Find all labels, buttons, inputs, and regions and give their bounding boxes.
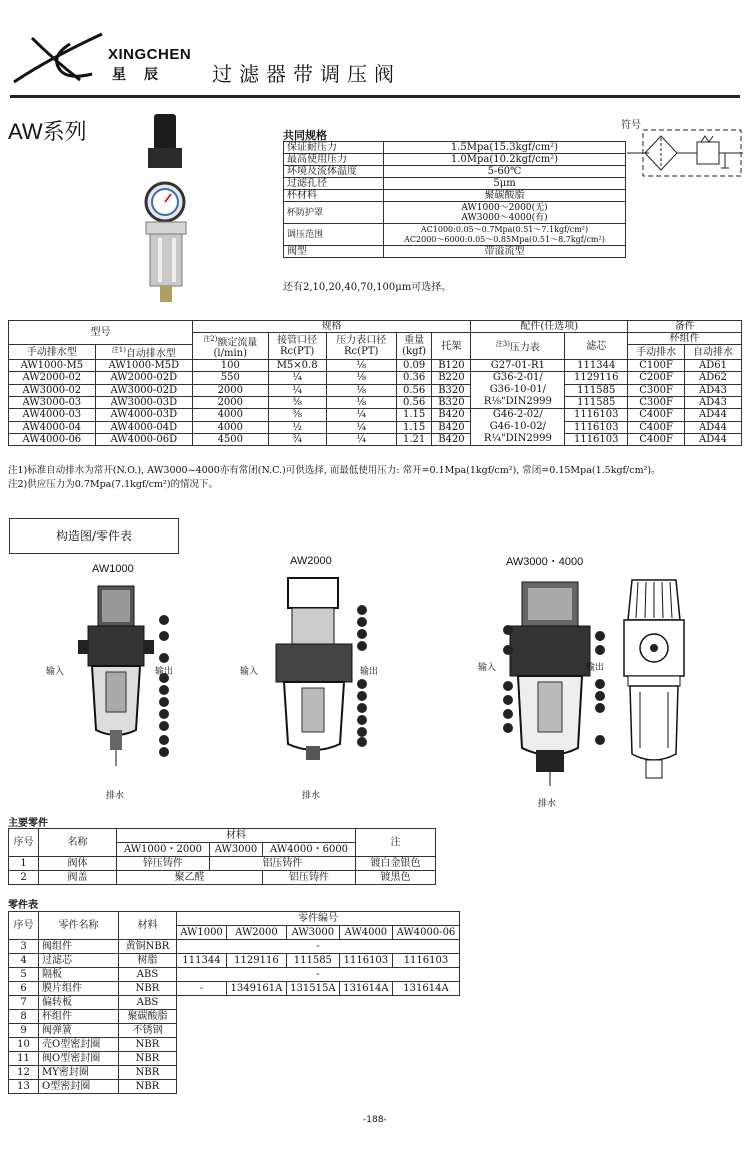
cell: 隔板 (39, 968, 119, 982)
brand-name: XINGCHEN (108, 46, 192, 63)
cell: B420 (432, 421, 471, 433)
cell: 1116103 (565, 409, 628, 421)
diagram-aw3000-4000 (500, 578, 610, 788)
cell: ¼ (326, 433, 396, 445)
cell: B420 (432, 433, 471, 445)
cell: AD62 (685, 372, 742, 384)
cell: 杯组件 (39, 1010, 119, 1024)
col-header: 托架 (432, 333, 471, 360)
cell: 12 (9, 1066, 39, 1080)
cell: 树脂 (119, 954, 177, 968)
parts-list-table (8, 911, 460, 1094)
cell: AW4000-03 (9, 409, 96, 421)
cell: 聚乙醛 (117, 871, 263, 885)
cell: 111585 (286, 954, 339, 968)
spec-key: 杯材料 (284, 190, 384, 202)
cell: AW3000-02D (95, 384, 192, 396)
page-number: -188- (363, 1115, 387, 1125)
table-row (9, 954, 460, 968)
spec-key: 阀型 (284, 246, 384, 258)
cell: 7 (9, 996, 39, 1010)
col-header: 接管口径 Rc(PT) (268, 333, 326, 360)
spec-row (284, 142, 626, 154)
cell: AD44 (685, 409, 742, 421)
cell: AW4000-06 (9, 433, 96, 445)
input-label: 输入 (46, 667, 65, 677)
cell: 1116103 (565, 421, 628, 433)
external-view-drawing (618, 576, 690, 782)
spec-key: 环境及流体温度 (284, 166, 384, 178)
table-row (9, 409, 742, 421)
cell: 111344 (565, 360, 628, 372)
header-rule (10, 95, 740, 98)
col-header: 压力表口径 Rc(PT) (326, 333, 396, 360)
cell: AW2000-02 (9, 372, 96, 384)
col-header: 自动排水 (685, 345, 742, 360)
col-header: AW1000 (177, 926, 227, 940)
cell: C300F (628, 396, 685, 408)
cell: 2 (9, 871, 39, 885)
cell: 阀O型密封圈 (39, 1052, 119, 1066)
spec-key: 调压范围 (284, 224, 384, 246)
col-header: 零件编号 (177, 912, 460, 926)
cell: 3 (9, 940, 39, 954)
cell: 2000 (192, 384, 268, 396)
diagram-label-aw2000: AW2000 (290, 555, 332, 567)
spec-value: AW1000～2000(无) AW3000～4000(有) (384, 202, 626, 224)
col-header: $^{注3)}$压力表 (471, 333, 565, 360)
spec-key: 杯防护罩 (284, 202, 384, 224)
spec-note: 还有2,10,20,40,70,100μm可选择。 (283, 282, 452, 293)
cell: 镀黑色 (356, 871, 436, 885)
page-title: 过滤器带调压阀 (212, 62, 401, 86)
cell: 10 (9, 1038, 39, 1052)
cell: 13 (9, 1080, 39, 1094)
cell: AD44 (685, 421, 742, 433)
spec-value: 5-60℃ (384, 166, 626, 178)
col-header: 序号 (9, 912, 39, 940)
spec-row (284, 166, 626, 178)
spec-value: 聚碳酸脂 (384, 190, 626, 202)
table-row (9, 396, 742, 408)
cell: 4000 (192, 421, 268, 433)
spec-row (284, 154, 626, 166)
input-label: 输入 (478, 663, 497, 673)
cell: 111344 (177, 954, 227, 968)
main-parts-title: 主要零件 (8, 818, 48, 829)
brand-logo (10, 30, 106, 86)
cell: AW3000-02 (9, 384, 96, 396)
cell: ⅛ (326, 372, 396, 384)
spec-row (284, 202, 626, 224)
cell: 0.56 (396, 384, 432, 396)
spec-value: 5μm (384, 178, 626, 190)
cell: NBR (119, 982, 177, 996)
cell: 1129116 (227, 954, 287, 968)
cell: G46-2-02/ G46-10-02/ R¼"DIN2999 (471, 409, 565, 446)
diagram-label-aw1000: AW1000 (92, 563, 134, 575)
cell: AW3000-03 (9, 396, 96, 408)
diagram-aw2000 (270, 574, 370, 770)
output-label: 输出 (586, 663, 605, 673)
col-header: $^{注2)}$额定流量 (l/min) (192, 333, 268, 360)
cell: C400F (628, 433, 685, 445)
cell: 锌压铸件 (117, 857, 210, 871)
col-header: 备件 (628, 321, 742, 333)
cell: 550 (192, 372, 268, 384)
spec-value: 1.5Mpa(15.3kgf/cm²) (384, 142, 626, 154)
cell: 6 (9, 982, 39, 996)
cell: 111585 (565, 384, 628, 396)
note-line: 注2)供应压力为0.7Mpa(7.1kgf/cm²)的情况下。 (8, 479, 219, 490)
pneumatic-symbol (625, 128, 745, 178)
cell: C400F (628, 421, 685, 433)
cell: 131515A (286, 982, 339, 996)
cell: 9 (9, 1024, 39, 1038)
spec-value: AC1000:0.05～0.7Mpa(0.51～7.1kgf/cm²) AC2000～6000:0.05～0.85Mpa(0.51～8.7kgf/cm²) (384, 224, 626, 246)
cell: 0.56 (396, 396, 432, 408)
spec-row (284, 246, 626, 258)
col-header: 手动排水 (628, 345, 685, 360)
series-title: AW系列 (8, 119, 87, 144)
cell: 阀盖 (39, 871, 117, 885)
table-row (9, 372, 742, 384)
cell: 0.09 (396, 360, 432, 372)
col-header: 注 (356, 829, 436, 857)
cell: AD61 (685, 360, 742, 372)
col-header: 配件(任选项) (471, 321, 628, 333)
table-row (9, 857, 436, 871)
cell: B420 (432, 409, 471, 421)
cell: 聚碳酸脂 (119, 1010, 177, 1024)
cell: 131614A (392, 982, 459, 996)
col-header: AW4000 (339, 926, 392, 940)
cell: C300F (628, 384, 685, 396)
cell: 阀组件 (39, 940, 119, 954)
col-header: AW1000・2000 (117, 843, 210, 857)
table-row (9, 982, 460, 996)
cell: 111585 (565, 396, 628, 408)
table-row (9, 940, 460, 954)
col-header: 材料 (117, 829, 356, 843)
cell: AW4000-04D (95, 421, 192, 433)
cell: C400F (628, 409, 685, 421)
drain-label: 排水 (538, 799, 557, 809)
cell: 100 (192, 360, 268, 372)
cell: 1116103 (565, 433, 628, 445)
cell: 1.21 (396, 433, 432, 445)
cell: 不锈钢 (119, 1024, 177, 1038)
col-header: 型号 (9, 321, 193, 345)
cell: 2000 (192, 396, 268, 408)
parts-list-title: 零件表 (8, 900, 38, 911)
output-label: 输出 (155, 667, 174, 677)
spec-value: 带溢流型 (384, 246, 626, 258)
cell: ⅛ (326, 384, 396, 396)
cell: ⅜ (268, 409, 326, 421)
cell: 11 (9, 1052, 39, 1066)
drain-label: 排水 (302, 791, 321, 801)
brand-name-cn: 星辰 (112, 67, 176, 83)
col-header: 材料 (119, 912, 177, 940)
model-notes (8, 464, 661, 492)
cell: M5×0.8 (268, 360, 326, 372)
col-header: 名称 (39, 829, 117, 857)
product-photo (138, 112, 194, 306)
cell: O型密封圈 (39, 1080, 119, 1094)
col-header: 零件名称 (39, 912, 119, 940)
cell: MY密封圈 (39, 1066, 119, 1080)
note-line: 注1)标准自动排水为常开(N.O.), AW3000~4000亦有常闭(N.C.)可供选择, 而最低使用压力: 常开=0.1Mpa(1kgf/cm²), 常闭=0.15Mpa(1.5kgf/cm²)。 (8, 465, 661, 476)
cell: 偏转板 (39, 996, 119, 1010)
spec-key: 保证耐压力 (284, 142, 384, 154)
common-spec-table (283, 141, 626, 258)
cell: ½ (268, 421, 326, 433)
cell: B320 (432, 384, 471, 396)
cell: 阀体 (39, 857, 117, 871)
cell: ABS (119, 996, 177, 1010)
cell: 4500 (192, 433, 268, 445)
cell: AD44 (685, 433, 742, 445)
spec-row (284, 190, 626, 202)
cell: 1349161A (227, 982, 287, 996)
table-row (9, 996, 460, 1010)
cell: AW4000-03D (95, 409, 192, 421)
col-header: 滤芯 (565, 333, 628, 360)
cell: 1.15 (396, 421, 432, 433)
spec-row (284, 178, 626, 190)
col-header: AW3000 (286, 926, 339, 940)
cell: NBR (119, 1052, 177, 1066)
cell: 5 (9, 968, 39, 982)
cell: - (177, 968, 460, 982)
cell: 4000 (192, 409, 268, 421)
model-table (8, 320, 742, 446)
col-header: $^{注1)}$自动排水型 (95, 345, 192, 360)
cell: 1116103 (392, 954, 459, 968)
cell: C200F (628, 372, 685, 384)
cell: AW1000-M5D (95, 360, 192, 372)
col-header: 序号 (9, 829, 39, 857)
cell: - (177, 982, 227, 996)
cell: ¾ (268, 433, 326, 445)
col-header: 规格 (192, 321, 470, 333)
cell: B220 (432, 372, 471, 384)
cell: 膜片组件 (39, 982, 119, 996)
output-label: 输出 (360, 667, 379, 677)
cell: 1129116 (565, 372, 628, 384)
diagram-label-aw3000: AW3000・4000 (506, 556, 584, 568)
cell: 阀弹簧 (39, 1024, 119, 1038)
cell: ⅛ (326, 396, 396, 408)
cell: AD43 (685, 396, 742, 408)
cell: 过滤芯 (39, 954, 119, 968)
cell: ⅜ (268, 396, 326, 408)
cell: 8 (9, 1010, 39, 1024)
cell: G36-2-01/ G36-10-01/ R⅛"DIN2999 (471, 372, 565, 409)
spec-heading: 共同规格 (283, 129, 327, 142)
cell: 1116103 (339, 954, 392, 968)
table-row (9, 421, 742, 433)
cell: NBR (119, 1080, 177, 1094)
cell: - (177, 940, 460, 954)
cell: NBR (119, 1066, 177, 1080)
cell: 4 (9, 954, 39, 968)
cell: AW4000-06D (95, 433, 192, 445)
cell: AW2000-02D (95, 372, 192, 384)
col-header: AW2000 (227, 926, 287, 940)
table-row (9, 384, 742, 396)
spec-key: 过滤孔径 (284, 178, 384, 190)
table-row (9, 360, 742, 372)
spec-row (284, 224, 626, 246)
cell: AW1000-M5 (9, 360, 96, 372)
cell: 1 (9, 857, 39, 871)
col-header: AW4000-06 (392, 926, 459, 940)
cell: ¼ (326, 409, 396, 421)
cell: ABS (119, 968, 177, 982)
drain-label: 排水 (106, 791, 125, 801)
col-header: 杯组件 (628, 333, 742, 345)
cell: AW3000-03D (95, 396, 192, 408)
cell: ¼ (326, 421, 396, 433)
table-row (9, 433, 742, 445)
construction-title: 构造图/零件表 (9, 518, 179, 554)
cell: 铝压铸件 (209, 857, 355, 871)
main-parts-table (8, 828, 436, 885)
cell: 镀白金银色 (356, 857, 436, 871)
cell: AW4000-04 (9, 421, 96, 433)
col-header: AW3000 (209, 843, 262, 857)
cell: NBR (119, 1038, 177, 1052)
spec-key: 最高使用压力 (284, 154, 384, 166)
cell: ¼ (268, 384, 326, 396)
cell: ¼ (268, 372, 326, 384)
cell: 0.36 (396, 372, 432, 384)
cell: B120 (432, 360, 471, 372)
col-header: 重量 (kgf) (396, 333, 432, 360)
table-row (9, 871, 436, 885)
cell: 铝压铸件 (263, 871, 356, 885)
symbol-label: 符号 (621, 120, 641, 131)
cell: ⅛ (326, 360, 396, 372)
cell: 1.15 (396, 409, 432, 421)
cell: 黄铜NBR (119, 940, 177, 954)
cell: B320 (432, 396, 471, 408)
input-label: 输入 (240, 667, 259, 677)
spec-value: 1.0Mpa(10.2kgf/cm²) (384, 154, 626, 166)
col-header: 手动排水型 (9, 345, 96, 360)
cell: AD43 (685, 384, 742, 396)
cell: C100F (628, 360, 685, 372)
cell: G27-01-R1 (471, 360, 565, 372)
table-row (9, 968, 460, 982)
cell: 131614A (339, 982, 392, 996)
cell: 壳O型密封圈 (39, 1038, 119, 1052)
col-header: AW4000・6000 (263, 843, 356, 857)
